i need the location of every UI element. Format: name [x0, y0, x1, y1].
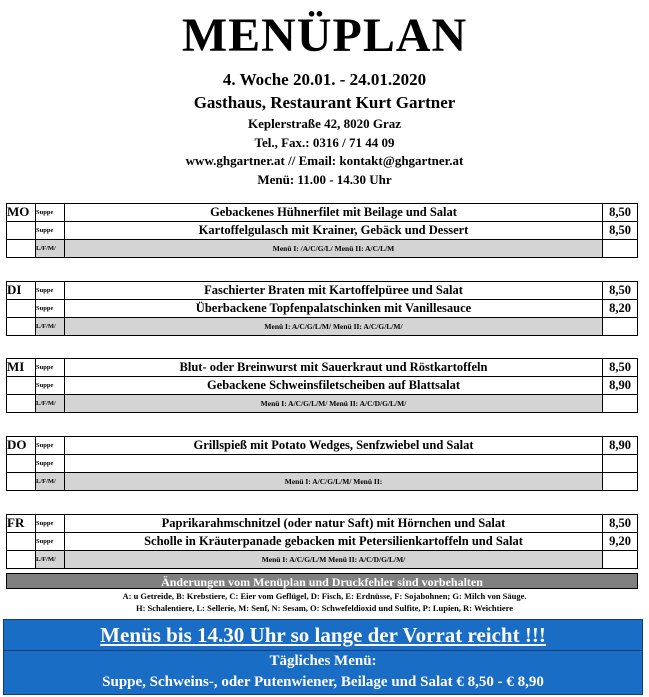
opening-hours: Menü: 11.00 - 14.30 Uhr: [257, 172, 392, 187]
day-code-blank: [7, 455, 36, 473]
day-code-blank: [7, 473, 36, 491]
allergen-tag: L/F/M/: [36, 551, 65, 569]
daily-menu-banner: [3, 619, 643, 695]
soup-tag: Suppe: [36, 533, 65, 551]
empty-price: [603, 318, 638, 336]
empty-price: [603, 395, 638, 413]
soup-tag: Suppe: [36, 515, 65, 533]
web-email[interactable]: www.ghgartner.at // Email: kontakt@ghgartner.at: [185, 153, 464, 168]
day-code: MI: [7, 359, 36, 377]
day-code-blank: [7, 222, 36, 240]
day-code: DI: [7, 282, 36, 300]
soup-tag: Suppe: [36, 282, 65, 300]
soup-tag: Suppe: [36, 300, 65, 318]
dish-name: Paprikarahmschnitzel (oder natur Saft) mit Hörnchen und Salat: [65, 515, 603, 533]
allergen-tag: L/F/M/: [36, 395, 65, 413]
day-code-blank: [7, 318, 36, 336]
empty-price: [603, 473, 638, 491]
allergen-tag: L/F/M/: [36, 240, 65, 258]
day-table-di: [6, 281, 638, 336]
day-code: FR: [7, 515, 36, 533]
day-code-blank: [7, 395, 36, 413]
disclaimer-bar: Änderungen vom Menüplan und Druckfehler sind vorbehalten: [6, 573, 638, 589]
phone: Tel., Fax.: 0316 / 71 44 09: [254, 135, 395, 150]
dish-price: 8,50: [603, 359, 638, 377]
allergen-tag: L/F/M/: [36, 473, 65, 491]
day-code: MO: [7, 204, 36, 222]
dish-name: Kartoffelgulasch mit Krainer, Gebäck und Dessert: [65, 222, 603, 240]
empty-price: [603, 240, 638, 258]
banner-headline: Menüs bis 14.30 Uhr so lange der Vorrat reicht !!!: [100, 623, 546, 647]
page-title: MENÜPLAN: [181, 9, 468, 62]
address: Keplerstraße 42, 8020 Graz: [247, 116, 402, 131]
dish-name: Gebackene Schweinsfiletscheiben auf Blattsalat: [65, 377, 603, 395]
dish-name: Grillspieß mit Potato Wedges, Senfzwiebel und Salat: [65, 437, 603, 455]
soup-tag: Suppe: [36, 377, 65, 395]
day-code-blank: [7, 377, 36, 395]
soup-tag: Suppe: [36, 222, 65, 240]
dish-name: Blut- oder Breinwurst mit Sauerkraut und Röstkartoffeln: [65, 359, 603, 377]
soup-tag: Suppe: [36, 359, 65, 377]
allergen-info: Menü I: /A/C/G/L/ Menü II: A/C/L/M: [65, 240, 603, 258]
week-line: 4. Woche 20.01. - 24.01.2020: [222, 70, 427, 89]
dish-name: [65, 455, 603, 473]
allergen-info: Menü I: A/C/G/L/M/ Menü II: A/C/G/L/M/: [65, 318, 603, 336]
restaurant-name: Gasthaus, Restaurant Kurt Gartner: [193, 93, 456, 112]
dish-price: 9,20: [603, 533, 638, 551]
day-table-mo: [6, 203, 638, 258]
allergen-info: Menü I: A/C/G/L/M Menü II: A/C/D/G/L/M/: [65, 551, 603, 569]
dish-name: Gebackenes Hühnerfilet mit Beilage und Salat: [65, 204, 603, 222]
dish-name: Überbackene Topfenpalatschinken mit Vanillesauce: [65, 300, 603, 318]
dish-price: 8,50: [603, 282, 638, 300]
day-table-fr: [6, 514, 638, 569]
soup-tag: Suppe: [36, 437, 65, 455]
dish-price: 8,50: [603, 204, 638, 222]
day-code-blank: [7, 551, 36, 569]
empty-price: [603, 551, 638, 569]
allergen-legend-line-2: H: Schalentiere, L: Sellerie, M: Senf, N: Sesam, O: Schwefeldioxid und Sulfite, P: Lupien, R: Weichtiere: [135, 603, 514, 613]
dish-name: Faschierter Braten mit Kartoffelpüree und Salat: [65, 282, 603, 300]
dish-price: [603, 455, 638, 473]
daily-menu-label: Tägliches Menü:: [269, 653, 377, 669]
day-table-do: [6, 436, 638, 491]
allergen-legend-line-1: A: u Getreide, B: Krebstiere, C: Eier vom Geflügel, D: Fisch, E: Erdnüsse, F: Sojabohnen; G: Milch von Säuge.: [122, 591, 527, 601]
dish-name: Scholle in Kräuterpanade gebacken mit Petersilienkartoffeln und Salat: [65, 533, 603, 551]
soup-tag: Suppe: [36, 204, 65, 222]
allergen-tag: L/F/M/: [36, 318, 65, 336]
banner-divider: [4, 650, 642, 651]
day-table-mi: [6, 358, 638, 413]
day-code-blank: [7, 240, 36, 258]
daily-menu-text: Suppe, Schweins-, oder Putenwiener, Beilage und Salat € 8,50 - € 8,90: [102, 674, 544, 690]
day-code-blank: [7, 300, 36, 318]
dish-price: 8,50: [603, 515, 638, 533]
allergen-info: Menü I: A/C/G/L/M/ Menü II: A/C/D/G/L/M/: [65, 395, 603, 413]
day-code-blank: [7, 533, 36, 551]
dish-price: 8,90: [603, 377, 638, 395]
day-code: DO: [7, 437, 36, 455]
dish-price: 8,50: [603, 222, 638, 240]
dish-price: 8,20: [603, 300, 638, 318]
allergen-info: Menü I: A/C/G/L/M/ Menü II:: [65, 473, 603, 491]
soup-tag: Suppe: [36, 455, 65, 473]
dish-price: 8,90: [603, 437, 638, 455]
